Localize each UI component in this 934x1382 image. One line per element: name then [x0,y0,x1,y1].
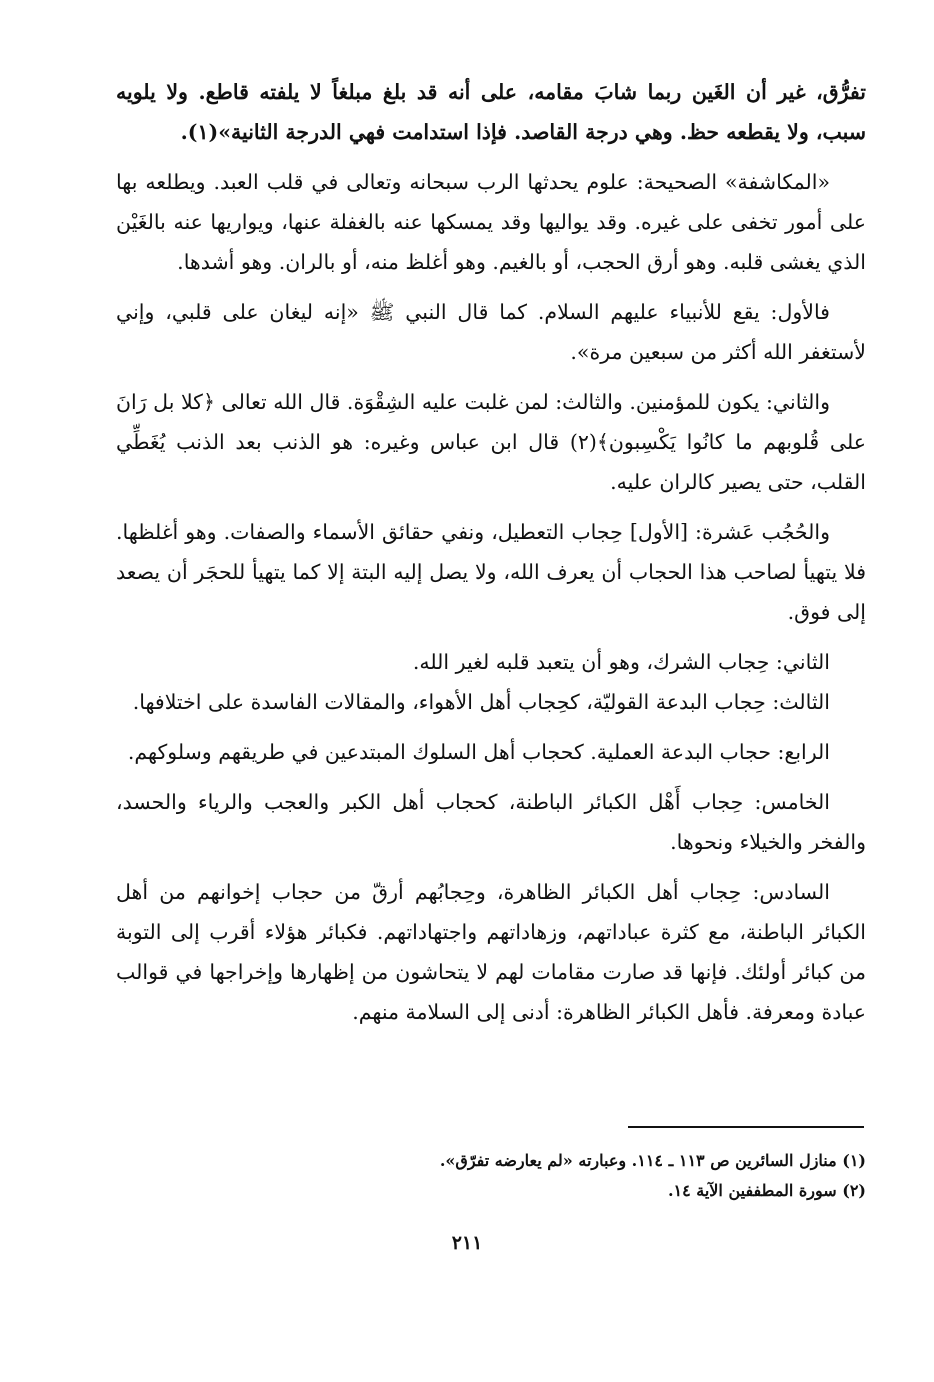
paragraph-second-hijab: الثاني: حِجاب الشرك، وهو أن يتعبد قلبه لغير الله. [412,650,830,674]
paragraph-second: والثاني: يكون للمؤمنين. والثالث: لمن غلبت عليه الشِقْوَة. قال الله تعالى ﴿كلا بل رَانَ على قُلوبهم ما كانُوا يَكْسِبون﴾(٢) قال ابن عباس وغيره: هو الذنب بعد الذنب يُغَطِّي القلب، حتى يصير كالران عليه. [116,390,867,494]
paragraph-sixth-hijab: السادس: حِجاب أهل الكبائر الظاهرة، وحِجابُهم أرقّ من حجاب إخوانهم من أهل الكبائر الباطنة، مع كثرة عباداتهم، وزهاداتهم واجتهاداتهم. فكبائر هؤلاء أقرب إلى التوبة من كبائر أولئك. فإنها قد صارت مقامات لهم لا يتحاشون من إظهارها وإخراجها في قوالب عبادة ومعرفة. فأهل الكبائر الظاهرة: أدنى إلى السلامة منهم. [116,880,866,1024]
paragraph-mukashafa: «المكاشفة» الصحيحة: علوم يحدثها الرب سبحانه وتعالى في قلب العبد. ويطلعه بها على أمور تخفى على غيره. وقد يواليها وقد يمسكها عنه بالغفلة عنها، ويواريها عنه بالغَيْن الذي يغشى قلبه. وهو أرق الحجب، أو بالغيم. وهو أغلظ منه، أو بالران. وهو أشدها. [116,170,866,274]
paragraph-first: فالأول: يقع للأنبياء عليهم السلام. كما قال النبي ﷺ «إنه ليغان على قلبي، وإني لأستغفر الله أكثر من سبعين مرة». [116,300,866,364]
main-text [116,72,866,1042]
footnote-divider [628,1126,864,1128]
paragraph-continuation: تفرُّق، غير أن الغَين ربما شابَ مقامه، على أنه قد بلغ مبلغاً لا يلفته قاطع. ولا يلويه سبب، ولا يقطعه حظ. وهي درجة القاصد. فإذا استدامت فهي الدرجة الثانية»(١). [116,80,866,144]
paragraph-fifth-hijab: الخامس: حِجاب أَهْل الكبائر الباطنة، كحجاب أهل الكبر والعجب والرياء والحسد، والفخر والخيلاء ونحوها. [116,790,866,854]
footnote-2: (٢) سورة المطففين الآية ١٤. [667,1181,866,1200]
paragraph-third-hijab: الثالث: حِجاب البدعة القوليّة، كحِجاب أهل الأهواء، والمقالات الفاسدة على اختلافها. [132,690,830,714]
page-number: ٢١١ [451,1232,483,1254]
paragraph-hujub: والحُجُب عَشرة: [الأول] حِجاب التعطيل، ونفي حقائق الأسماء والصفات. وهو أغلظها. فلا يتهيأ لصاحب هذا الحجاب أن يعرف الله، ولا يصل إليه البتة إلا كما يتهيأ للحجَر أن يصعد إلى فوق. [116,520,866,624]
footnotes [116,1146,866,1206]
footnote-1: (١) منازل السائرين ص ١١٣ ـ ١١٤. وعبارته «لم يعارضه تفرّق». [439,1151,866,1170]
paragraph-fourth-hijab: الرابع: حجاب البدعة العملية. كحجاب أهل السلوك المبتدعين في طريقهم وسلوكهم. [127,740,830,764]
